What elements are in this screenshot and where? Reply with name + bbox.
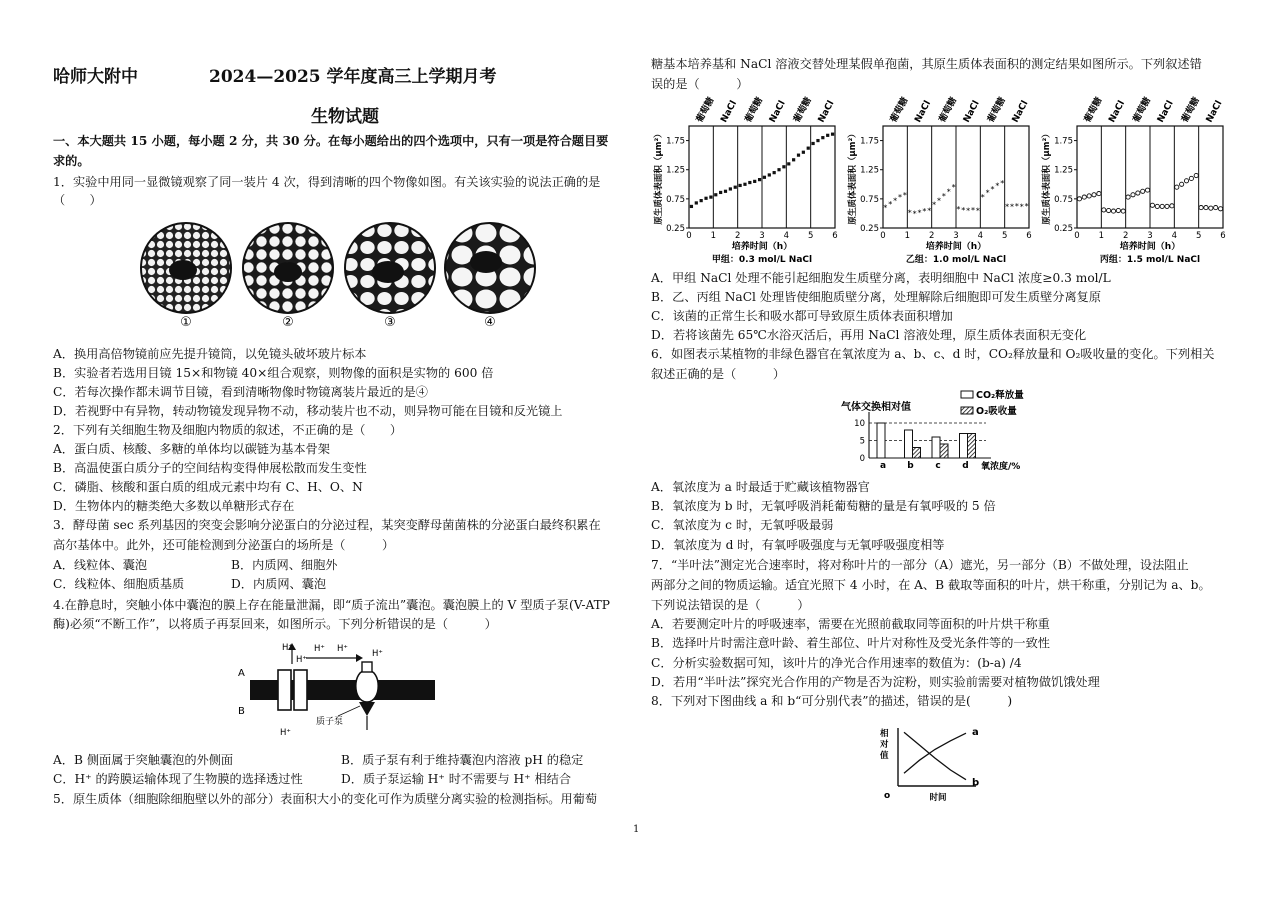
q6-option-b: B．氧浓度为 b 时，无氧呼吸消耗葡萄糖的量是有氧呼吸的 5 倍 <box>651 499 996 513</box>
treatment-label: 葡萄糖 <box>694 95 717 125</box>
svg-text:H⁺: H⁺ <box>314 644 325 654</box>
data-point: * <box>932 200 937 210</box>
data-point <box>792 158 795 161</box>
data-point: * <box>936 196 941 206</box>
data-point <box>1136 191 1140 195</box>
view-label-2: ② <box>282 315 294 330</box>
data-point: * <box>971 205 976 215</box>
data-point <box>1082 195 1086 199</box>
q2-stem: 2．下列有关细胞生物及细胞内物质的叙述，不正确的是（ ） <box>53 423 403 437</box>
category-label: a <box>879 461 887 470</box>
q4-stem-line2: 酶)必须“不断工作”，以将质子再泵回来，如图所示。下列分析错误的是（ ） <box>53 617 497 631</box>
data-point <box>816 139 819 142</box>
q5-option-a: A．甲组 NaCl 处理不能引起细胞发生质壁分离，表明细胞中 NaCl 浓度≥0.3 mol/L <box>651 271 1111 285</box>
bar-o2 <box>940 444 948 458</box>
surface-area-chart-1 <box>653 95 838 265</box>
x-tick-label: 4 <box>783 231 790 241</box>
x-axis-label: 培养时间（h） <box>731 242 793 252</box>
treatment-label: NaCl <box>767 99 788 125</box>
data-point <box>1092 193 1096 197</box>
data-point <box>695 201 698 204</box>
q3-option-a: A．线粒体、囊泡 <box>53 558 148 572</box>
data-point <box>777 168 780 171</box>
q7-option-a: A．若要测定叶片的呼吸速率，需要在光照前截取同等面积的叶片烘干称重 <box>651 617 1050 631</box>
q7-option-c: C．分析实验数据可知，该叶片的净光合作用速率的数值为：(b-a) /4 <box>651 656 1022 670</box>
data-point <box>797 154 800 157</box>
q7-option-d: D．若用“半叶法”探究光合作用的产物是否为淀粉，则实验前需要对植物做饥饿处理 <box>651 675 1100 689</box>
data-point: * <box>1014 201 1019 211</box>
chart-title: 甲组：0.3 mol/L NaCl <box>711 255 813 265</box>
bar-co2 <box>877 423 885 458</box>
data-point <box>807 147 810 150</box>
data-point <box>743 183 746 186</box>
data-point: * <box>927 206 932 216</box>
y-tick-label: 0.25 <box>666 224 685 234</box>
q3-option-d: D．内质网、囊泡 <box>231 577 327 591</box>
q3-option-b: B．内质网、细胞外 <box>231 558 338 572</box>
side-a-label: A <box>238 668 245 679</box>
school-name: 哈师大附中 <box>53 67 138 87</box>
q2-option-d: D．生物体内的糖类绝大多数以单糖形式存在 <box>53 499 295 513</box>
y-axis-label-char: 值 <box>880 751 889 761</box>
legend-swatch-o2 <box>961 407 973 414</box>
q1-option-c: C．若每次操作都未调节目镜，看到清晰物像时物镜离装片最近的是④ <box>53 385 428 399</box>
q5-stem-line2: 糖基本培养基和 NaCl 溶液交替处理某假单孢菌，其原生质体表面积的测定结果如图所示。下列叙述错 <box>651 57 1202 71</box>
microscope-view-1 <box>141 223 231 313</box>
x-tick-label: 3 <box>759 231 765 241</box>
bar-o2 <box>968 434 976 459</box>
q4-option-c: C．H⁺ 的跨膜运输体现了生物膜的选择透过性 <box>53 772 303 786</box>
bar-o2 <box>913 448 921 459</box>
q8-curve-chart <box>876 722 996 804</box>
data-point <box>719 191 722 194</box>
y-tick-label: 0 <box>859 454 865 464</box>
q5-surface-area-charts <box>651 92 1231 268</box>
q2-option-b: B．高温使蛋白质分子的空间结构变得伸展松散而发生变性 <box>53 461 367 475</box>
legend-swatch-co2 <box>961 391 973 398</box>
treatment-label: 葡萄糖 <box>792 95 814 125</box>
q4-option-b: B．质子泵有利于维持囊泡内溶液 pH 的稳定 <box>341 753 584 767</box>
q4-option-d: D．质子泵运输 H⁺ 时不需要与 H⁺ 相结合 <box>341 772 572 786</box>
y-tick-label: 1.25 <box>666 165 685 176</box>
q7-stem-line2: 两部分之间的物质运输。适宜光照下 4 小时，在 A、B 截取等面积的叶片，烘干称重，分别记为 a、b。 <box>651 578 1211 592</box>
bar-co2 <box>960 434 968 459</box>
x-tick-label: 2 <box>1122 231 1129 241</box>
q5-option-b: B．乙、丙组 NaCl 处理皆使细胞质壁分离，处理解除后细胞即可发生质壁分离复原 <box>651 290 1102 304</box>
x-tick-label: 0 <box>880 231 886 241</box>
data-point: * <box>966 206 971 216</box>
q5-option-c: C．该菌的正常生长和吸水都可导致原生质体表面积增加 <box>651 309 953 323</box>
microscope-images-figure <box>138 222 538 330</box>
proton-pump-diagram <box>238 640 448 742</box>
q6-option-c: C．氧浓度为 c 时，无氧呼吸最弱 <box>651 518 834 532</box>
bar-co2 <box>932 437 940 458</box>
data-point: * <box>1024 201 1029 211</box>
data-point: * <box>902 190 907 200</box>
chart-title: 丙组：1.5 mol/L NaCl <box>1099 255 1201 265</box>
data-point: * <box>1000 179 1005 189</box>
x-tick-label: 2 <box>734 231 741 241</box>
data-point: * <box>893 196 898 206</box>
subject-title: 生物试题 <box>311 107 379 127</box>
y-tick-label: 0.75 <box>666 194 685 205</box>
x-tick-label: 0 <box>1074 231 1080 241</box>
svg-text:H⁺: H⁺ <box>280 728 291 738</box>
y-tick-label: 1.25 <box>860 165 879 176</box>
treatment-label: NaCl <box>1107 99 1128 125</box>
data-point: * <box>888 200 893 210</box>
treatment-label: NaCl <box>1155 99 1176 125</box>
q6-stem-line2: 叙述正确的是（ ） <box>651 367 786 381</box>
x-tick-label: 3 <box>1147 231 1153 241</box>
data-point <box>1126 195 1130 199</box>
x-tick-label: 0 <box>686 231 692 241</box>
data-point <box>714 193 717 196</box>
side-b-label: B <box>238 706 245 717</box>
h-ion-label: H⁺ <box>282 643 293 653</box>
microscope-view-2 <box>243 223 333 313</box>
y-tick-label: 0.75 <box>1054 194 1073 205</box>
q7-stem-line3: 下列说法错误的是（ ） <box>651 598 810 612</box>
section-instructions-line2: 求的。 <box>53 154 90 168</box>
data-point <box>1214 206 1218 210</box>
data-point: * <box>961 205 966 215</box>
data-point <box>1145 188 1149 192</box>
data-point <box>1097 192 1101 196</box>
legend-label-co2: CO₂释放量 <box>976 390 1024 401</box>
y-tick-label: 0.25 <box>1054 224 1073 234</box>
x-axis-label: 培养时间（h） <box>1119 242 1181 252</box>
x-axis-label: 培养时间（h） <box>925 242 987 252</box>
treatment-label: NaCl <box>816 99 837 125</box>
data-point <box>1194 173 1198 177</box>
exam-title: 2024—2025 学年度高三上学期月考 <box>209 67 497 87</box>
data-point <box>1141 189 1145 193</box>
surface-area-chart-3 <box>1041 95 1226 265</box>
data-point: * <box>883 203 888 213</box>
q1-stem-line1: 1．实验中用同一显微镜观察了同一装片 4 次，得到清晰的四个物像如图。有关该实验的说法正确的是 <box>53 175 601 189</box>
data-point <box>1107 208 1111 212</box>
q7-option-b: B．选择叶片时需注意叶龄、着生部位、叶片对称性及受光条件等的一致性 <box>651 636 1050 650</box>
svg-text:H⁺: H⁺ <box>372 649 383 659</box>
q1-option-a: A．换用高倍物镜前应先提升镜筒，以免镜头破坏玻片标本 <box>53 347 367 361</box>
q3-stem-line1: 3．酵母菌 sec 系列基因的突变会影响分泌蛋白的分泌过程，某突变酵母菌菌株的分泌蛋白最终积累在 <box>53 518 601 532</box>
x-tick-label: 2 <box>928 231 935 241</box>
y-tick-label: 0.75 <box>860 194 879 205</box>
view-label-1: ① <box>180 315 192 330</box>
x-tick-label: 4 <box>977 231 984 241</box>
q5-stem-line1: 5．原生质体（细胞除细胞壁以外的部分）表面积大小的变化可作为质壁分离实验的检测指标。用葡萄 <box>53 792 598 806</box>
treatment-label: 葡萄糖 <box>1131 95 1154 125</box>
x-tick-label: 6 <box>1220 231 1226 241</box>
data-point <box>758 178 761 181</box>
data-point <box>831 133 834 136</box>
y-tick-label: 1.75 <box>1054 136 1073 147</box>
svg-text:H⁺: H⁺ <box>337 644 348 654</box>
leak-channel <box>278 670 291 710</box>
data-point <box>773 171 776 174</box>
data-point <box>1121 209 1125 213</box>
data-point <box>1189 176 1193 180</box>
origin-label: o <box>884 791 891 801</box>
data-point <box>704 197 707 200</box>
q8-stem: 8．下列对下图曲线 a 和 b“可分别代表”的描述，错误的是( ) <box>651 694 1013 708</box>
data-point: * <box>912 209 917 219</box>
q6-gas-exchange-chart <box>841 386 1061 470</box>
treatment-label: 葡萄糖 <box>986 95 1008 125</box>
y-axis-label-char: 相 <box>880 729 889 739</box>
proton-pump-label: 质子泵 <box>316 717 344 727</box>
x-tick-label: 1 <box>904 231 911 241</box>
q4-stem-line1: 4.在静息时，突触小体中囊泡的膜上存在能量泄漏，即“质子流出”囊泡。囊泡膜上的 V 型质子泵(V-ATP <box>53 598 610 612</box>
data-point <box>768 173 771 176</box>
q5-option-d: D．若将该菌先 65℃水浴灭活后，再用 NaCl 溶液处理，原生质体表面积无变化 <box>651 328 1087 342</box>
bar-co2 <box>905 430 913 458</box>
data-point: * <box>985 188 990 198</box>
data-point <box>826 134 829 137</box>
data-point: * <box>956 204 961 214</box>
data-point <box>821 136 824 139</box>
data-point <box>739 184 742 187</box>
data-point <box>812 142 815 145</box>
data-point <box>787 162 790 165</box>
data-point <box>700 199 703 202</box>
data-point <box>1131 193 1135 197</box>
q1-option-b: B．实验者若选用目镜 15×和物镜 40×组合观察，则物像的面积是实物的 600 倍 <box>53 366 494 380</box>
x-tick-label: 4 <box>1171 231 1178 241</box>
data-point: * <box>1005 202 1010 212</box>
x-axis-label: 氧浓度/% <box>981 462 1021 470</box>
category-label: d <box>962 461 969 470</box>
q3-option-c: C．线粒体、细胞质基质 <box>53 577 185 591</box>
data-point <box>690 205 693 208</box>
data-point: * <box>907 208 912 218</box>
y-axis-label: 原生质体表面积（μm²） <box>654 129 664 225</box>
x-tick-label: 3 <box>953 231 959 241</box>
data-point <box>748 181 751 184</box>
microscope-view-3 <box>345 223 435 313</box>
y-axis-label-char: 对 <box>880 740 889 750</box>
surface-area-chart-2 <box>847 95 1032 265</box>
data-point <box>1170 204 1174 208</box>
data-point: * <box>898 193 903 203</box>
svg-text:H⁺: H⁺ <box>296 655 307 665</box>
data-point: * <box>946 187 951 197</box>
microscope-view-4 <box>445 223 535 313</box>
x-axis-label: 时间 <box>929 793 947 803</box>
y-tick-label: 5 <box>859 436 865 447</box>
section-instructions-line1: 一、本大题共 15 小题，每小题 2 分，共 30 分。在每小题给出的四个选项中，只有一项是符合题目要 <box>53 134 609 148</box>
x-tick-label: 5 <box>1001 231 1008 241</box>
y-tick-label: 0.25 <box>860 224 879 234</box>
q1-option-d: D．若视野中有异物，转动物镜发现异物不动，移动装片也不动，则异物可能在目镜和反光镜上 <box>53 404 563 418</box>
data-point: * <box>1019 202 1024 212</box>
data-point: * <box>1009 202 1014 212</box>
q3-stem-line2: 高尔基体中。此外，还可能检测到分泌蛋白的场所是（ ） <box>53 538 395 552</box>
data-point: * <box>995 181 1000 191</box>
treatment-label: NaCl <box>1204 99 1225 125</box>
data-point <box>1150 203 1154 207</box>
data-point <box>802 151 805 154</box>
treatment-label: 葡萄糖 <box>937 95 960 125</box>
treatment-label: 葡萄糖 <box>743 95 766 125</box>
treatment-label: 葡萄糖 <box>888 95 911 125</box>
treatment-label: NaCl <box>1010 99 1031 125</box>
chart-title: 乙组：1.0 mol/L NaCl <box>905 255 1007 265</box>
data-point: * <box>941 191 946 201</box>
category-label: c <box>935 461 941 470</box>
data-point <box>729 187 732 190</box>
q6-option-a: A．氧浓度为 a 时最适于贮藏该植物器官 <box>651 480 870 494</box>
treatment-label: 葡萄糖 <box>1082 95 1105 125</box>
data-point <box>1209 206 1213 210</box>
data-point <box>1218 207 1222 211</box>
data-point <box>1160 204 1164 208</box>
data-point <box>724 190 727 193</box>
data-point <box>1175 185 1179 189</box>
data-point: * <box>980 193 985 203</box>
data-point <box>1077 197 1081 201</box>
x-tick-label: 6 <box>832 231 838 241</box>
y-tick-label: 10 <box>854 419 865 429</box>
view-label-3: ③ <box>384 315 396 330</box>
q7-stem-line1: 7．“半叶法”测定光合速率时，将对称叶片的一部分（A）遮光，另一部分（B）不做处理，设法阻止 <box>651 558 1189 572</box>
q6-stem-line1: 6．如图表示某植物的非绿色器官在氧浓度为 a、b、c、d 时，CO₂释放量和 O₂吸收量的变化。下列相关 <box>651 347 1215 361</box>
x-tick-label: 1 <box>1098 231 1105 241</box>
data-point <box>1087 194 1091 198</box>
q5-stem-line3: 误的是（ ） <box>651 77 749 91</box>
treatment-label: 葡萄糖 <box>1180 95 1202 125</box>
data-point <box>1199 206 1203 210</box>
x-tick-label: 5 <box>807 231 814 241</box>
data-point: * <box>975 206 980 216</box>
data-point <box>1102 208 1106 212</box>
data-point: * <box>917 208 922 218</box>
category-label: b <box>907 461 914 470</box>
curve-label-b: b <box>972 777 980 789</box>
treatment-label: NaCl <box>913 99 934 125</box>
data-point <box>1204 206 1208 210</box>
data-point <box>1116 208 1120 212</box>
treatment-label: NaCl <box>719 99 740 125</box>
data-point: * <box>990 184 995 194</box>
data-point: * <box>951 183 956 193</box>
data-point <box>709 196 712 199</box>
page-number: 1 <box>633 824 640 835</box>
y-tick-label: 1.75 <box>860 136 879 147</box>
x-tick-label: 5 <box>1195 231 1202 241</box>
data-point <box>1155 204 1159 208</box>
q2-option-c: C．磷脂、核酸和蛋白质的组成元素中均有 C、H、O、N <box>53 480 363 494</box>
y-axis-label: 原生质体表面积（μm²） <box>848 129 858 225</box>
treatment-label: NaCl <box>961 99 982 125</box>
y-tick-label: 1.75 <box>666 136 685 147</box>
x-tick-label: 1 <box>710 231 717 241</box>
legend-label-o2: O₂吸收量 <box>976 406 1017 417</box>
data-point <box>1111 209 1115 213</box>
y-tick-label: 1.25 <box>1054 165 1073 176</box>
data-point <box>753 180 756 183</box>
data-point <box>734 186 737 189</box>
data-point: * <box>922 207 927 217</box>
data-point <box>782 165 785 168</box>
view-label-4: ④ <box>484 315 496 330</box>
proton-pump-shape <box>356 670 379 702</box>
curve-b <box>904 732 966 780</box>
curve-label-a: a <box>972 727 979 739</box>
x-tick-label: 6 <box>1026 231 1032 241</box>
y-axis-label: 原生质体表面积（μm²） <box>1042 129 1052 225</box>
q4-option-a: A．B 侧面属于突触囊泡的外侧面 <box>53 753 234 767</box>
q1-stem-line2: （ ） <box>53 193 102 207</box>
q2-option-a: A．蛋白质、核酸、多糖的单体均以碳链为基本骨架 <box>53 442 330 456</box>
data-point <box>1165 204 1169 208</box>
data-point <box>763 176 766 179</box>
q6-option-d: D．氧浓度为 d 时，有氧呼吸强度与无氧呼吸强度相等 <box>651 538 945 552</box>
data-point <box>1184 179 1188 183</box>
data-point <box>1180 182 1184 186</box>
chart-title: 气体交换相对值 <box>841 402 911 413</box>
